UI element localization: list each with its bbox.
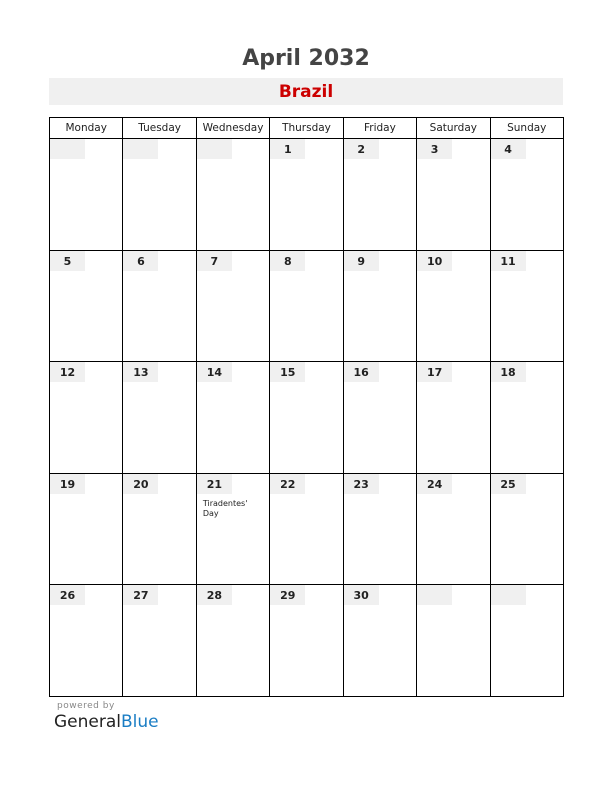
day-number: 7	[197, 251, 232, 271]
powered-by-label: powered by	[57, 701, 115, 711]
generalblue-logo[interactable]	[54, 712, 159, 732]
day-number: 5	[50, 251, 85, 271]
day-cell-3	[417, 139, 490, 251]
empty-day-cell	[123, 139, 196, 251]
day-cell-18	[490, 362, 563, 474]
day-number: 28	[197, 585, 232, 605]
day-number: 27	[123, 585, 158, 605]
day-cell-26	[50, 585, 123, 697]
brand-blue: Blue	[121, 712, 159, 732]
day-number: 25	[491, 474, 526, 494]
day-number: 24	[417, 474, 452, 494]
day-number: 14	[197, 362, 232, 382]
day-number: 30	[344, 585, 379, 605]
day-number	[491, 585, 526, 605]
empty-day-cell	[490, 585, 563, 697]
day-cell-23	[343, 473, 416, 585]
empty-day-cell	[417, 585, 490, 697]
day-cell-25	[490, 473, 563, 585]
country-name: Brazil	[278, 82, 334, 102]
day-number: 17	[417, 362, 452, 382]
day-number	[197, 139, 232, 159]
day-cell-15	[270, 362, 343, 474]
day-number: 3	[417, 139, 452, 159]
calendar-grid	[49, 117, 564, 697]
week-row	[50, 585, 564, 697]
weekday-header-monday: Monday	[50, 118, 123, 139]
week-row	[50, 250, 564, 362]
empty-day-cell	[50, 139, 123, 251]
day-cell-7	[196, 250, 269, 362]
day-number: 20	[123, 474, 158, 494]
weekday-header-wednesday: Wednesday	[196, 118, 269, 139]
day-cell-28	[196, 585, 269, 697]
day-cell-8	[270, 250, 343, 362]
day-number: 9	[344, 251, 379, 271]
day-cell-27	[123, 585, 196, 697]
day-number: 11	[491, 251, 526, 271]
weekday-header-friday: Friday	[343, 118, 416, 139]
weekday-header-sunday: Sunday	[490, 118, 563, 139]
day-number: 18	[491, 362, 526, 382]
day-cell-5	[50, 250, 123, 362]
day-number: 29	[270, 585, 305, 605]
day-number: 15	[270, 362, 305, 382]
day-cell-12	[50, 362, 123, 474]
day-number	[417, 585, 452, 605]
day-number: 1	[270, 139, 305, 159]
day-number: 26	[50, 585, 85, 605]
country-banner	[49, 78, 563, 105]
day-cell-2	[343, 139, 416, 251]
day-cell-29	[270, 585, 343, 697]
day-number: 2	[344, 139, 379, 159]
day-number: 4	[491, 139, 526, 159]
calendar-title: April 2032	[242, 46, 370, 71]
day-number: 6	[123, 251, 158, 271]
day-number: 16	[344, 362, 379, 382]
weekday-header-saturday: Saturday	[417, 118, 490, 139]
day-cell-1	[270, 139, 343, 251]
brand-general: General	[54, 712, 121, 732]
day-cell-21	[196, 473, 269, 585]
empty-day-cell	[196, 139, 269, 251]
day-cell-20	[123, 473, 196, 585]
day-number: 8	[270, 251, 305, 271]
day-cell-30	[343, 585, 416, 697]
weekday-header-row	[50, 118, 564, 139]
day-number	[123, 139, 158, 159]
weekday-header-thursday: Thursday	[270, 118, 343, 139]
weekday-header-tuesday: Tuesday	[123, 118, 196, 139]
day-number: 21	[197, 474, 232, 494]
day-number: 22	[270, 474, 305, 494]
day-cell-10	[417, 250, 490, 362]
day-cell-19	[50, 473, 123, 585]
day-cell-14	[196, 362, 269, 474]
day-cell-6	[123, 250, 196, 362]
day-number: 13	[123, 362, 158, 382]
day-number: 23	[344, 474, 379, 494]
day-cell-4	[490, 139, 563, 251]
day-number: 19	[50, 474, 85, 494]
day-cell-17	[417, 362, 490, 474]
week-row	[50, 139, 564, 251]
day-cell-11	[490, 250, 563, 362]
day-cell-9	[343, 250, 416, 362]
day-cell-16	[343, 362, 416, 474]
day-cell-24	[417, 473, 490, 585]
week-row	[50, 362, 564, 474]
day-number: 10	[417, 251, 452, 271]
day-cell-13	[123, 362, 196, 474]
holiday-event: Tiradentes' Day	[202, 498, 248, 518]
week-row	[50, 473, 564, 585]
day-number: 12	[50, 362, 85, 382]
day-cell-22	[270, 473, 343, 585]
day-number	[50, 139, 85, 159]
